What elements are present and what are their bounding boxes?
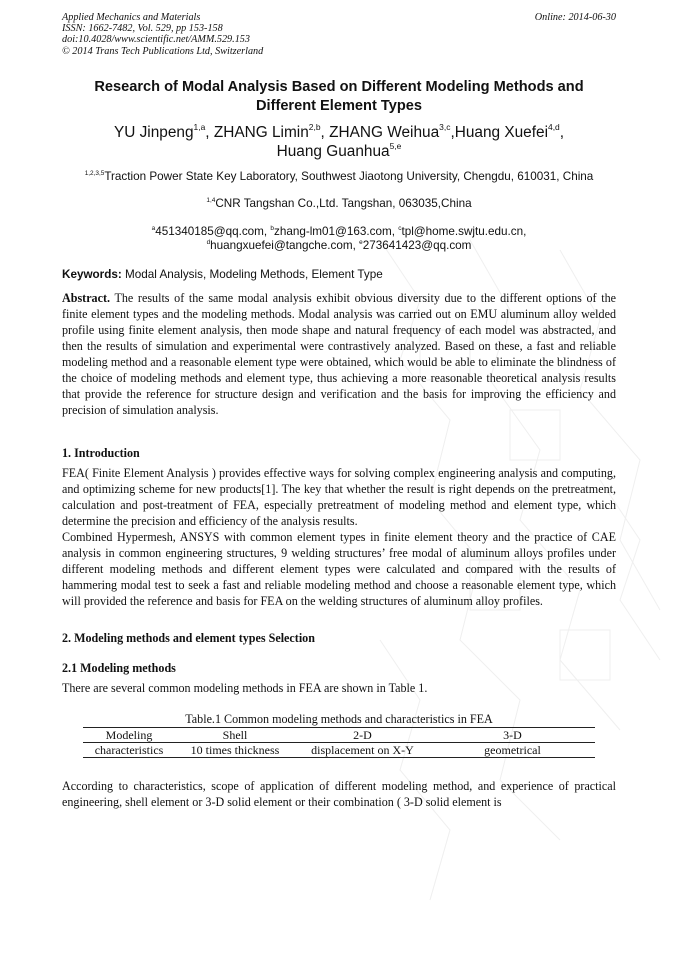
author-sup: 1,a <box>193 122 206 133</box>
email-link[interactable]: tpl@home.swjtu.edu.cn, <box>401 224 527 238</box>
keywords-label: Keywords: <box>62 267 122 281</box>
email-list <box>62 225 616 254</box>
journal-header <box>62 12 616 57</box>
online-date: Online: 2014-06-30 <box>534 12 616 23</box>
email-line-2 <box>62 239 616 254</box>
affiliation-2 <box>62 197 616 212</box>
paper-title <box>62 78 616 116</box>
affiliation-1 <box>54 170 624 185</box>
author-separator: , <box>450 123 455 141</box>
author-name: YU Jinpeng <box>113 123 194 141</box>
affiliation-text: Traction Power State Key Laboratory, Southwest Jiaotong University, Chengdu, 610031, China <box>104 169 594 183</box>
email-sup: c <box>398 224 402 232</box>
section-heading-introduction: 1. Introduction <box>62 445 140 460</box>
keywords <box>62 268 616 282</box>
author-name: Huang Guanhua <box>276 143 390 161</box>
author-sup: 2,b <box>308 122 321 133</box>
author-name: ZHANG Weihua <box>329 123 440 141</box>
email-link[interactable]: zhang-lm01@163.com, <box>273 224 399 238</box>
authors-line-1 <box>62 123 616 143</box>
table-cell: displacement on X-Y <box>295 742 430 757</box>
subsection-heading-modeling-methods: 2.1 Modeling methods <box>62 660 176 675</box>
email-sup: a <box>151 224 156 232</box>
email-sup: d <box>206 239 211 247</box>
paper-page <box>62 12 616 810</box>
intro-paragraph-1: FEA( Finite Element Analysis ) provides effective ways for solving complex engineering analysis and computing, and optimizing scheme for new products[1]. The key that whether the result is right depends on the pretreatment, calculation and post-treatment of FEA, especially pretreatment of modeling method and element type, which determine the precision and efficiency of the analysis results. <box>62 465 616 528</box>
author-separator: , <box>205 123 214 141</box>
journal-name: Applied Mechanics and Materials <box>62 12 201 23</box>
table-header-cell: 3-D <box>430 727 595 742</box>
table-caption: Table.1 Common modeling methods and characteristics in FEA <box>185 711 493 726</box>
author-sup: 5,e <box>389 141 402 152</box>
copyright-line: © 2014 Trans Tech Publications Ltd, Switzerland <box>62 45 264 57</box>
email-sup: b <box>270 224 274 232</box>
email-link[interactable]: huangxuefei@tangche.com, <box>210 239 360 253</box>
email-line-1 <box>62 225 616 240</box>
table-row <box>83 742 595 757</box>
abstract-text: The results of the same modal analysis exhibit obvious diversity due to the different options of the finite element types and the modeling methods. Modal analysis was carried out on EMU aluminum alloy welded profile using finite element analysis, then mode shape and natural frequency of each model was abstracted, and then the results of simulation and experimental were contrastively analyzed. Based on these, a fast and reliable modeling method and a reasonable element type were obtained, which would be able to eliminate the blindness of the choice of modeling methods and element type, thus achieving a more reasonable theoretical analysis results that provide the reference for structure design and verification and the basis for improving the efficiency and precision of simulation analysis. <box>62 290 616 417</box>
table-header-cell: Modeling <box>83 727 175 742</box>
affiliation-sup: 1,4 <box>206 197 216 205</box>
title-line-2: Different Element Types <box>256 97 422 114</box>
author-name: ZHANG Limin <box>213 123 309 141</box>
section-heading-modeling: 2. Modeling methods and element types Selection <box>62 630 315 645</box>
table-cell: characteristics <box>83 742 175 757</box>
email-sup: e <box>359 239 363 247</box>
author-separator: , <box>559 123 565 141</box>
table-cell: 10 times thickness <box>175 742 295 757</box>
author-name: Huang Xuefei <box>454 123 548 141</box>
abstract <box>62 290 616 418</box>
modeling-methods-table <box>83 727 595 758</box>
author-sup: 3,c <box>439 122 451 133</box>
email-link[interactable]: 451340185@qq.com, <box>155 224 271 238</box>
table-header-cell: 2-D <box>295 727 430 742</box>
author-list <box>62 123 616 162</box>
affiliation-text: CNR Tangshan Co.,Ltd. Tangshan, 063035,China <box>215 197 472 211</box>
author-separator: , <box>320 123 330 141</box>
title-line-1: Research of Modal Analysis Based on Different Modeling Methods and <box>94 78 584 95</box>
table-header-cell: Shell <box>175 727 295 742</box>
authors-line-2 <box>62 142 616 162</box>
modeling-paragraph-2: According to characteristics, scope of application of different modeling method, and experience of practical engineering, shell element or 3-D solid element or their combination ( 3-D solid element is <box>62 778 616 809</box>
doi-line: doi:10.4028/www.scientific.net/AMM.529.153 <box>62 34 250 46</box>
issn-line: ISSN: 1662-7482, Vol. 529, pp 153-158 <box>62 23 223 35</box>
affiliation-sup: 1,2,3,5 <box>84 169 105 177</box>
intro-paragraph-2: Combined Hypermesh, ANSYS with common element types in finite element theory and the practice of CAE analysis in common engineering structures, 9 welding structures’ free modal of aluminum alloys profiles under different modeling methods and different element types were calculated and compared with the results of hammering modal test to seek a fast and reliable modeling method and choose a reasonable element type, which will provided the reference and basis for FEA on the welding structures of aluminum alloy profiles. <box>62 529 616 608</box>
email-link[interactable]: 273641423@qq.com <box>362 239 472 253</box>
abstract-label: Abstract. <box>62 290 111 305</box>
table-cell: geometrical <box>430 742 595 757</box>
author-sup: 4,d <box>548 122 560 133</box>
keywords-text: Modal Analysis, Modeling Methods, Element Type <box>121 267 383 281</box>
modeling-paragraph-1: There are several common modeling methods in FEA are shown in Table 1. <box>62 680 428 695</box>
table-header-row <box>83 727 595 742</box>
